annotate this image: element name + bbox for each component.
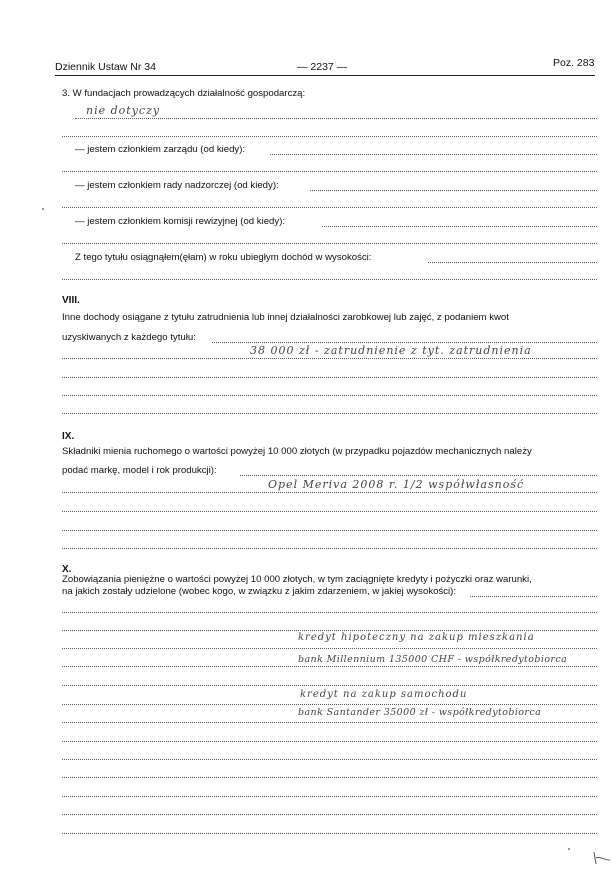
section9-line-2 (62, 492, 597, 493)
section10-answer-line4: bank Santander 35000 zł - współkredytobiorca (298, 707, 542, 718)
journal-title: Dziennik Ustaw Nr 34 (55, 61, 156, 73)
section9-line-4 (62, 530, 597, 531)
section10-line-12 (62, 814, 597, 815)
page-number: — 2237 — (297, 61, 348, 73)
supervisory-board-label: — jestem członkiem rady nadzorczej (od kiedy): (75, 180, 279, 191)
income-label: Z tego tytułu osiągnąłem(ęłam) w roku ubiegłym dochód w wysokości: (75, 252, 372, 263)
supervisory-board-line (310, 190, 597, 191)
section3-heading: 3. W fundacjach prowadzących działalność gospodarczą: (62, 88, 306, 99)
board-member-line-2 (62, 171, 597, 172)
section8-line-1 (212, 342, 597, 343)
section9-text-line1: Składniki mienia ruchomego o wartości powyżej 10 000 złotych (w przypadku pojazdów mechanicznych należy (62, 446, 532, 457)
audit-committee-line (322, 226, 597, 227)
section10-line-13 (62, 833, 597, 834)
section8-line-5 (62, 413, 597, 414)
section10-answer-line1: kredyt hipoteczny na zakup mieszkania (298, 632, 535, 643)
section10-line-6 (62, 704, 597, 705)
section8-text-line2: uzyskiwanych z każdego tytułu: (62, 332, 196, 343)
section10-line-1 (62, 612, 597, 613)
section10-text-line1: Zobowiązania pieniężne o wartości powyżej 10 000 złotych, w tym zaciągnięte kredyty i pożyczki oraz warunki, (62, 574, 532, 585)
section8-line-4 (62, 395, 597, 396)
section10-line-5 (62, 685, 597, 686)
section10-line-0 (470, 596, 597, 597)
audit-committee-label: — jestem członkiem komisji rewizyjnej (od kiedy): (75, 216, 286, 227)
position-number: Poz. 283 (553, 57, 595, 69)
section3-line-2 (62, 136, 597, 137)
section10-answer-line3: kredyt na zakup samochodu (300, 689, 468, 700)
board-member-line (270, 154, 597, 155)
section10-line-3 (62, 648, 597, 649)
section10-line-11 (62, 796, 597, 797)
initials-mark (590, 848, 612, 868)
board-member-label: — jestem członkiem zarządu (od kiedy): (75, 144, 246, 155)
section9-line-3 (62, 511, 597, 512)
section10-number: X. (62, 564, 72, 575)
section10-text-line2: na jakich zostały udzielone (wobec kogo, w związku z jakim zdarzeniem, w jakiej wysokości): (62, 586, 457, 597)
section10-line-9 (62, 759, 597, 760)
scan-mark (568, 848, 570, 850)
section9-line-5 (62, 548, 597, 549)
scan-mark (42, 208, 44, 210)
section8-line-2 (62, 358, 597, 359)
section8-handwritten-answer: 38 000 zł - zatrudnienie z tyt. zatrudnienia (250, 344, 532, 357)
section10-line-8 (62, 741, 597, 742)
audit-committee-line-2 (62, 243, 597, 244)
section10-line-2 (62, 630, 597, 631)
section10-line-7 (62, 722, 597, 723)
section10-answer-line2: bank Millennium 135000 CHF - współkredytobiorca (298, 654, 568, 665)
income-line-2 (62, 279, 597, 280)
section8-line-3 (62, 377, 597, 378)
section10-line-10 (62, 777, 597, 778)
section9-text-line2: podać markę, model i rok produkcji): (62, 465, 217, 476)
section9-line-1 (240, 475, 597, 476)
section8-text-line1: Inne dochody osiągane z tytułu zatrudnienia lub innej działalności zarobkowej lub zajęć, z podaniem kwot (62, 312, 509, 323)
supervisory-board-line-2 (62, 207, 597, 208)
section8-number: VIII. (62, 295, 80, 306)
header-rule (55, 75, 595, 76)
section3-line-1 (75, 118, 597, 119)
section9-handwritten-answer: Opel Meriva 2008 r. 1/2 współwłasność (268, 478, 525, 491)
section3-handwritten-answer: nie dotyczy (86, 104, 161, 117)
section10-line-4 (62, 666, 597, 667)
income-line (428, 262, 597, 263)
section9-number: IX. (62, 431, 75, 442)
